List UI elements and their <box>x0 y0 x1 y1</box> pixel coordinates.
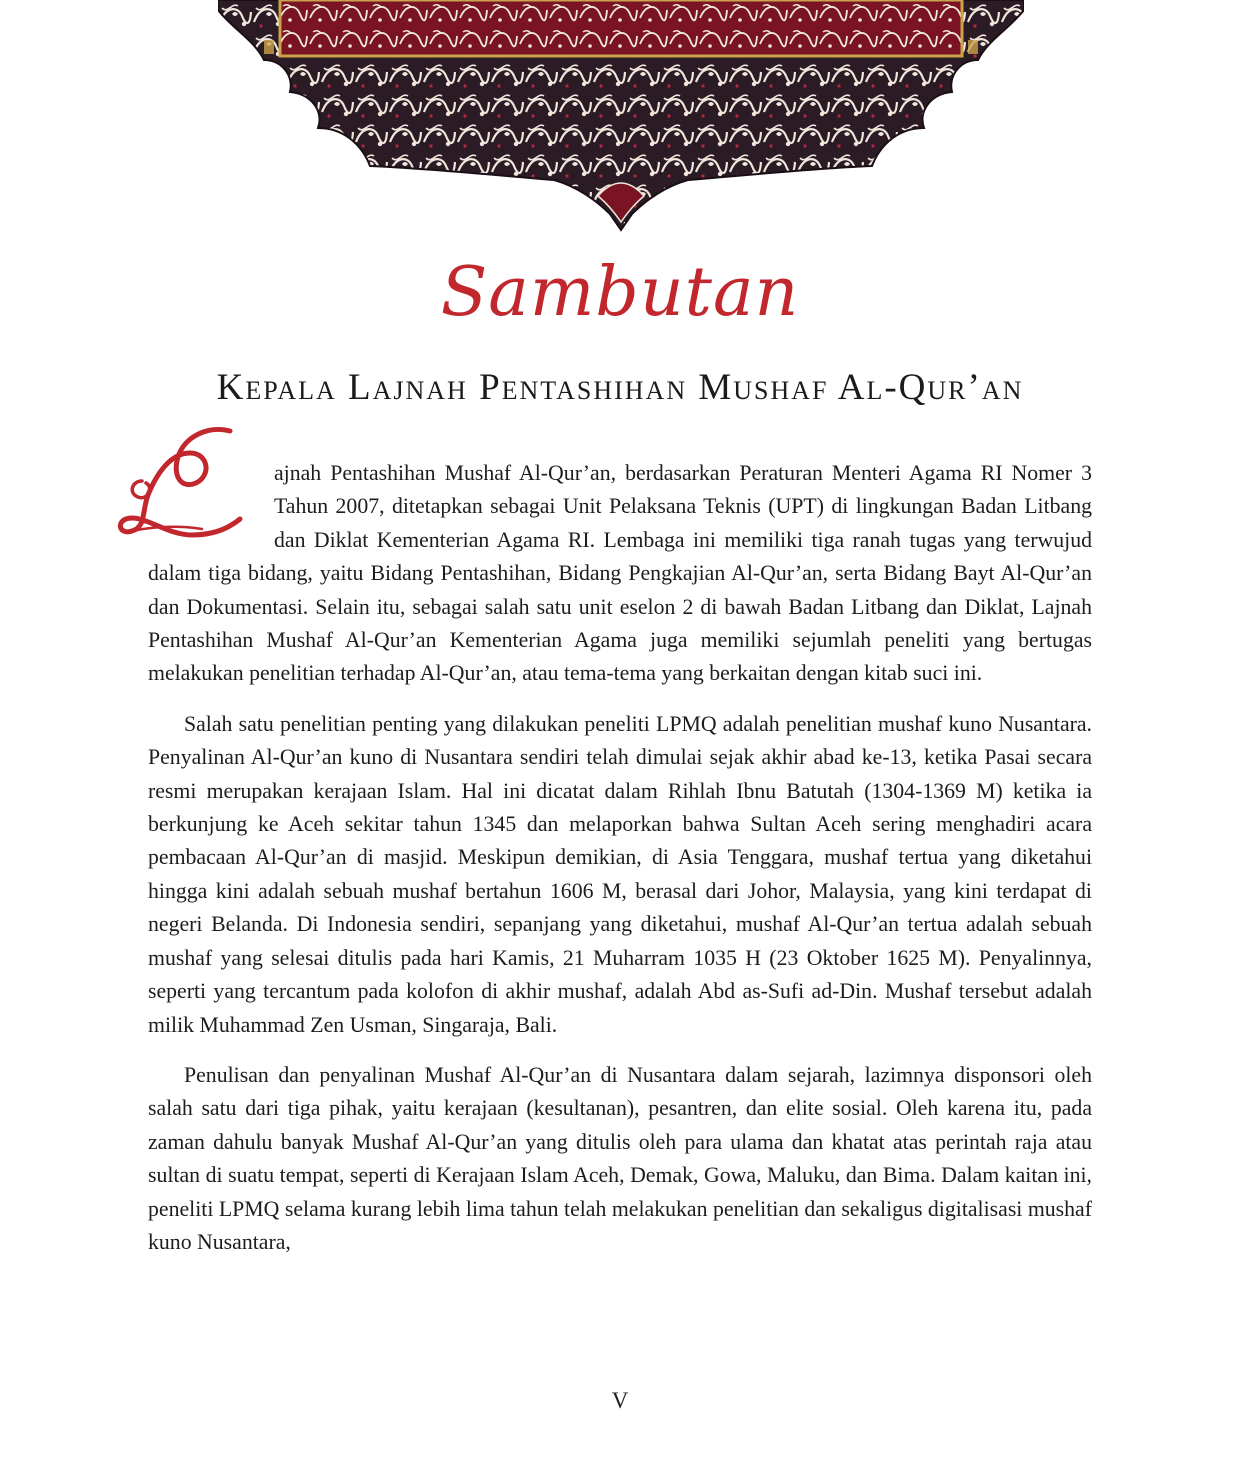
page-title: Sambutan <box>440 253 800 332</box>
page-number: V <box>611 1388 629 1413</box>
paragraph-1 <box>148 457 1092 691</box>
section-subtitle: Kepala Lajnah Pentashihan Mushaf Al-Qur’an <box>216 367 1024 408</box>
paragraph-1-text: ajnah Pentashihan Mushaf Al-Qur’an, berdasarkan Peraturan Menteri Agama RI Nomer 3 Tahun 2007, ditetapkan sebagai Unit Pelaksana Teknis (UPT) di lingkungan Badan Litbang dan Diklat Kementerian Agama RI. Lembaga ini memiliki tiga ranah tugas yang terwujud dalam tiga bidang, yaitu Bidang Pentashihan, Bidang Pengkajian Al-Qur’an, serta Bidang Bayt Al-Qur’an dan Dokumentasi. Selain itu, sebagai salah satu unit eselon 2 di bawah Badan Litbang dan Diklat, Lajnah Pentashihan Mushaf Al-Qur’an Kementerian Agama juga memiliki sejumlah peneliti yang bertugas melakukan penelitian terhadap Al-Qur’an, atau tema-tema yang berkaitan dengan kitab suci ini. <box>148 461 1092 686</box>
drop-cap <box>148 457 274 555</box>
body-text <box>148 457 1092 1276</box>
illuminated-ornament <box>218 0 1024 232</box>
paragraph-3: Penulisan dan penyalinan Mushaf Al-Qur’an di Nusantara dalam sejarah, lazimnya disponsori oleh salah satu dari tiga pihak, yaitu kerajaan (kesultanan), pesantren, dan elite sosial. Oleh karena itu, pada zaman dahulu banyak Mushaf Al-Qur’an yang ditulis oleh para ulama dan khatat atas perintah raja atau sultan di suatu tempat, seperti di Kerajaan Islam Aceh, Demak, Gowa, Maluku, dan Bima. Dalam kaitan ini, peneliti LPMQ selama kurang lebih lima tahun telah melakukan penelitian dan sekaligus digitalisasi mushaf kuno Nusantara, <box>148 1062 1092 1254</box>
paragraph-2: Salah satu penelitian penting yang dilakukan peneliti LPMQ adalah penelitian mushaf kuno Nusantara. Penyalinan Al-Qur’an kuno di Nusantara sendiri telah dimulai sejak akhir abad ke-13, ketika Pasai secara resmi merupakan kerajaan Islam. Hal ini dicatat dalam Rihlah Ibnu Batutah (1304-1369 M) ketika ia berkunjung ke Aceh sekitar tahun 1345 dan melaporkan bahwa Sultan Aceh sering menghadiri acara pembacaan Al-Qur’an di masjid. Meskipun demikian, di Asia Tenggara, mushaf tertua yang diketahui hingga kini adalah sebuah mushaf bertahun 1606 M, berasal dari Johor, Malaysia, yang kini terdapat di negeri Belanda. Di Indonesia sendiri, sepanjang yang diketahui, mushaf Al-Qur’an tertua adalah sebuah mushaf yang selesai ditulis pada hari Kamis, 21 Muharram 1035 H (23 Oktober 1625 M). Penyalinnya, seperti yang tercantum pada kolofon di akhir mushaf, adalah Abd as-Sufi ad-Din. Mushaf tersebut adalah milik Muhammad Zen Usman, Singaraja, Bali. <box>148 711 1092 1037</box>
